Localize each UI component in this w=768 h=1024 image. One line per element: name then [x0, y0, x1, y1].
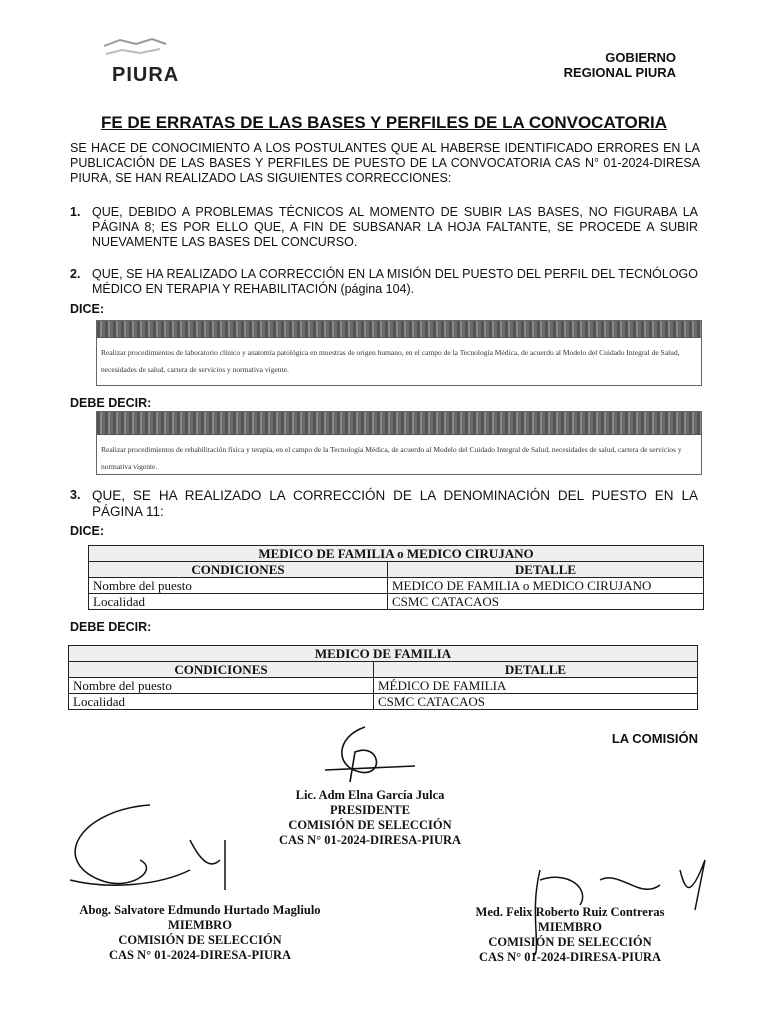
signer-cas: CAS N° 01-2024-DIRESA-PIURA	[278, 833, 462, 847]
list-item	[70, 267, 698, 297]
table-title: MEDICO DE FAMILIA o MEDICO CIRUJANO	[89, 546, 704, 562]
mission-debe-text: Realizar procedimientos de rehabilitación física y terapia, en el campo de la Tecnología Médica, de acuerdo al Modelo del Cuidado Integral de Salud, necesidades de salud, cartera de servicios y normativa vigente.	[101, 445, 682, 471]
table-row	[89, 578, 704, 594]
gov-line-1: GOBIERNO	[605, 50, 676, 65]
item-text: QUE, DEBIDO A PROBLEMAS TÉCNICOS AL MOMENTO DE SUBIR LAS BASES, NO FIGURABA LA PÁGINA 8; ES POR ELLO QUE, A FIN DE SUBSANAR LA HOJA FALTANTE, SE PROCEDE A SUBIR NUEVAMENTE LAS BASES DEL CONCURSO.	[92, 205, 698, 249]
item-number: 3.	[70, 488, 81, 502]
government-header	[564, 50, 676, 80]
signer-commission: COMISIÓN DE SELECCIÓN	[288, 818, 452, 832]
debe-decir-label: DEBE DECIR:	[70, 396, 152, 410]
column-header: CONDICIONES	[89, 562, 388, 578]
table-cell: Nombre del puesto	[89, 578, 388, 594]
member1-signature-icon	[40, 800, 250, 910]
table-cell: CSMC CATACAOS	[388, 594, 704, 610]
table-row	[69, 678, 698, 694]
table-cell: MÉDICO DE FAMILIA	[374, 678, 698, 694]
table-cell: MEDICO DE FAMILIA o MEDICO CIRUJANO	[388, 578, 704, 594]
dice-label-2: DICE:	[70, 524, 105, 538]
table-cell: Nombre del puesto	[69, 678, 374, 694]
list-item	[70, 488, 698, 520]
table-row	[69, 694, 698, 710]
table-debe	[68, 645, 698, 710]
table-cell: Localidad	[89, 594, 388, 610]
scan-header-bar	[97, 321, 701, 338]
member1-signature-block	[50, 903, 350, 963]
item-text: QUE, SE HA REALIZADO LA CORRECCIÓN DE LA DENOMINACIÓN DEL PUESTO EN LA PÁGINA 11:	[92, 488, 698, 519]
table-title: MEDICO DE FAMILIA	[69, 646, 698, 662]
signer-cas: CAS N° 01-2024-DIRESA-PIURA	[108, 948, 292, 962]
scan-header-bar	[97, 412, 701, 435]
item-number: 1.	[70, 205, 81, 219]
dice-label: DICE:	[70, 302, 105, 316]
signer-role: PRESIDENTE	[330, 803, 410, 817]
mission-debe-box	[96, 411, 702, 475]
signer-commission: COMISIÓN DE SELECCIÓN	[118, 933, 282, 947]
signer-name: Lic. Adm Elna García Julca	[295, 788, 445, 802]
logo-text: PIURA	[112, 64, 180, 86]
list-item	[70, 205, 698, 250]
mission-dice-text: Realizar procedimientos de laboratorio clínico y anatomía patológica en muestras de origen humano, en el campo de la Tecnología Médica, de acuerdo al Modelo del Cuidado Integral de Salud, necesidades de salud, cartera de servicios y normativa vigente.	[101, 348, 680, 374]
table-cell: CSMC CATACAOS	[374, 694, 698, 710]
president-signature-block	[250, 788, 490, 848]
commission-label: LA COMISIÓN	[611, 731, 698, 746]
item-number: 2.	[70, 267, 81, 281]
signer-role: MIEMBRO	[168, 918, 232, 932]
mission-dice-box	[96, 320, 702, 386]
signer-name: Med. Felix Roberto Ruiz Contreras	[475, 905, 665, 919]
table-cell: Localidad	[69, 694, 374, 710]
intro-paragraph: SE HACE DE CONOCIMIENTO A LOS POSTULANTES QUE AL HABERSE IDENTIFICADO ERRORES EN LA PUBLICACIÓN DE LAS BASES Y PERFILES DE PUESTO DE LA CONVOCATORIA CAS N° 01-2024-DIRESA PIURA, SE HAN REALIZADO LAS SIGUIENTES CORRECCIONES:	[70, 141, 700, 185]
table-row	[89, 594, 704, 610]
column-header: DETALLE	[374, 662, 698, 678]
signer-commission: COMISIÓN DE SELECCIÓN	[488, 935, 652, 949]
item-text: QUE, SE HA REALIZADO LA CORRECCIÓN EN LA MISIÓN DEL PUESTO DEL PERFIL DEL TECNÓLOGO MÉDICO EN TERAPIA Y REHABILITACIÓN (página 104).	[92, 267, 698, 296]
debe-decir-label-2: DEBE DECIR:	[70, 620, 152, 634]
signer-role: MIEMBRO	[538, 920, 602, 934]
table-dice	[88, 545, 704, 610]
column-header: DETALLE	[388, 562, 704, 578]
column-header: CONDICIONES	[69, 662, 374, 678]
president-signature-icon	[305, 722, 425, 792]
gov-line-2: REGIONAL PIURA	[563, 65, 676, 80]
member2-signature-block	[450, 905, 690, 965]
document-title: FE DE ERRATAS DE LAS BASES Y PERFILES DE LA CONVOCATORIA	[100, 113, 668, 132]
signer-name: Abog. Salvatore Edmundo Hurtado Magliulo	[79, 903, 321, 917]
signer-cas: CAS N° 01-2024-DIRESA-PIURA	[478, 950, 662, 964]
